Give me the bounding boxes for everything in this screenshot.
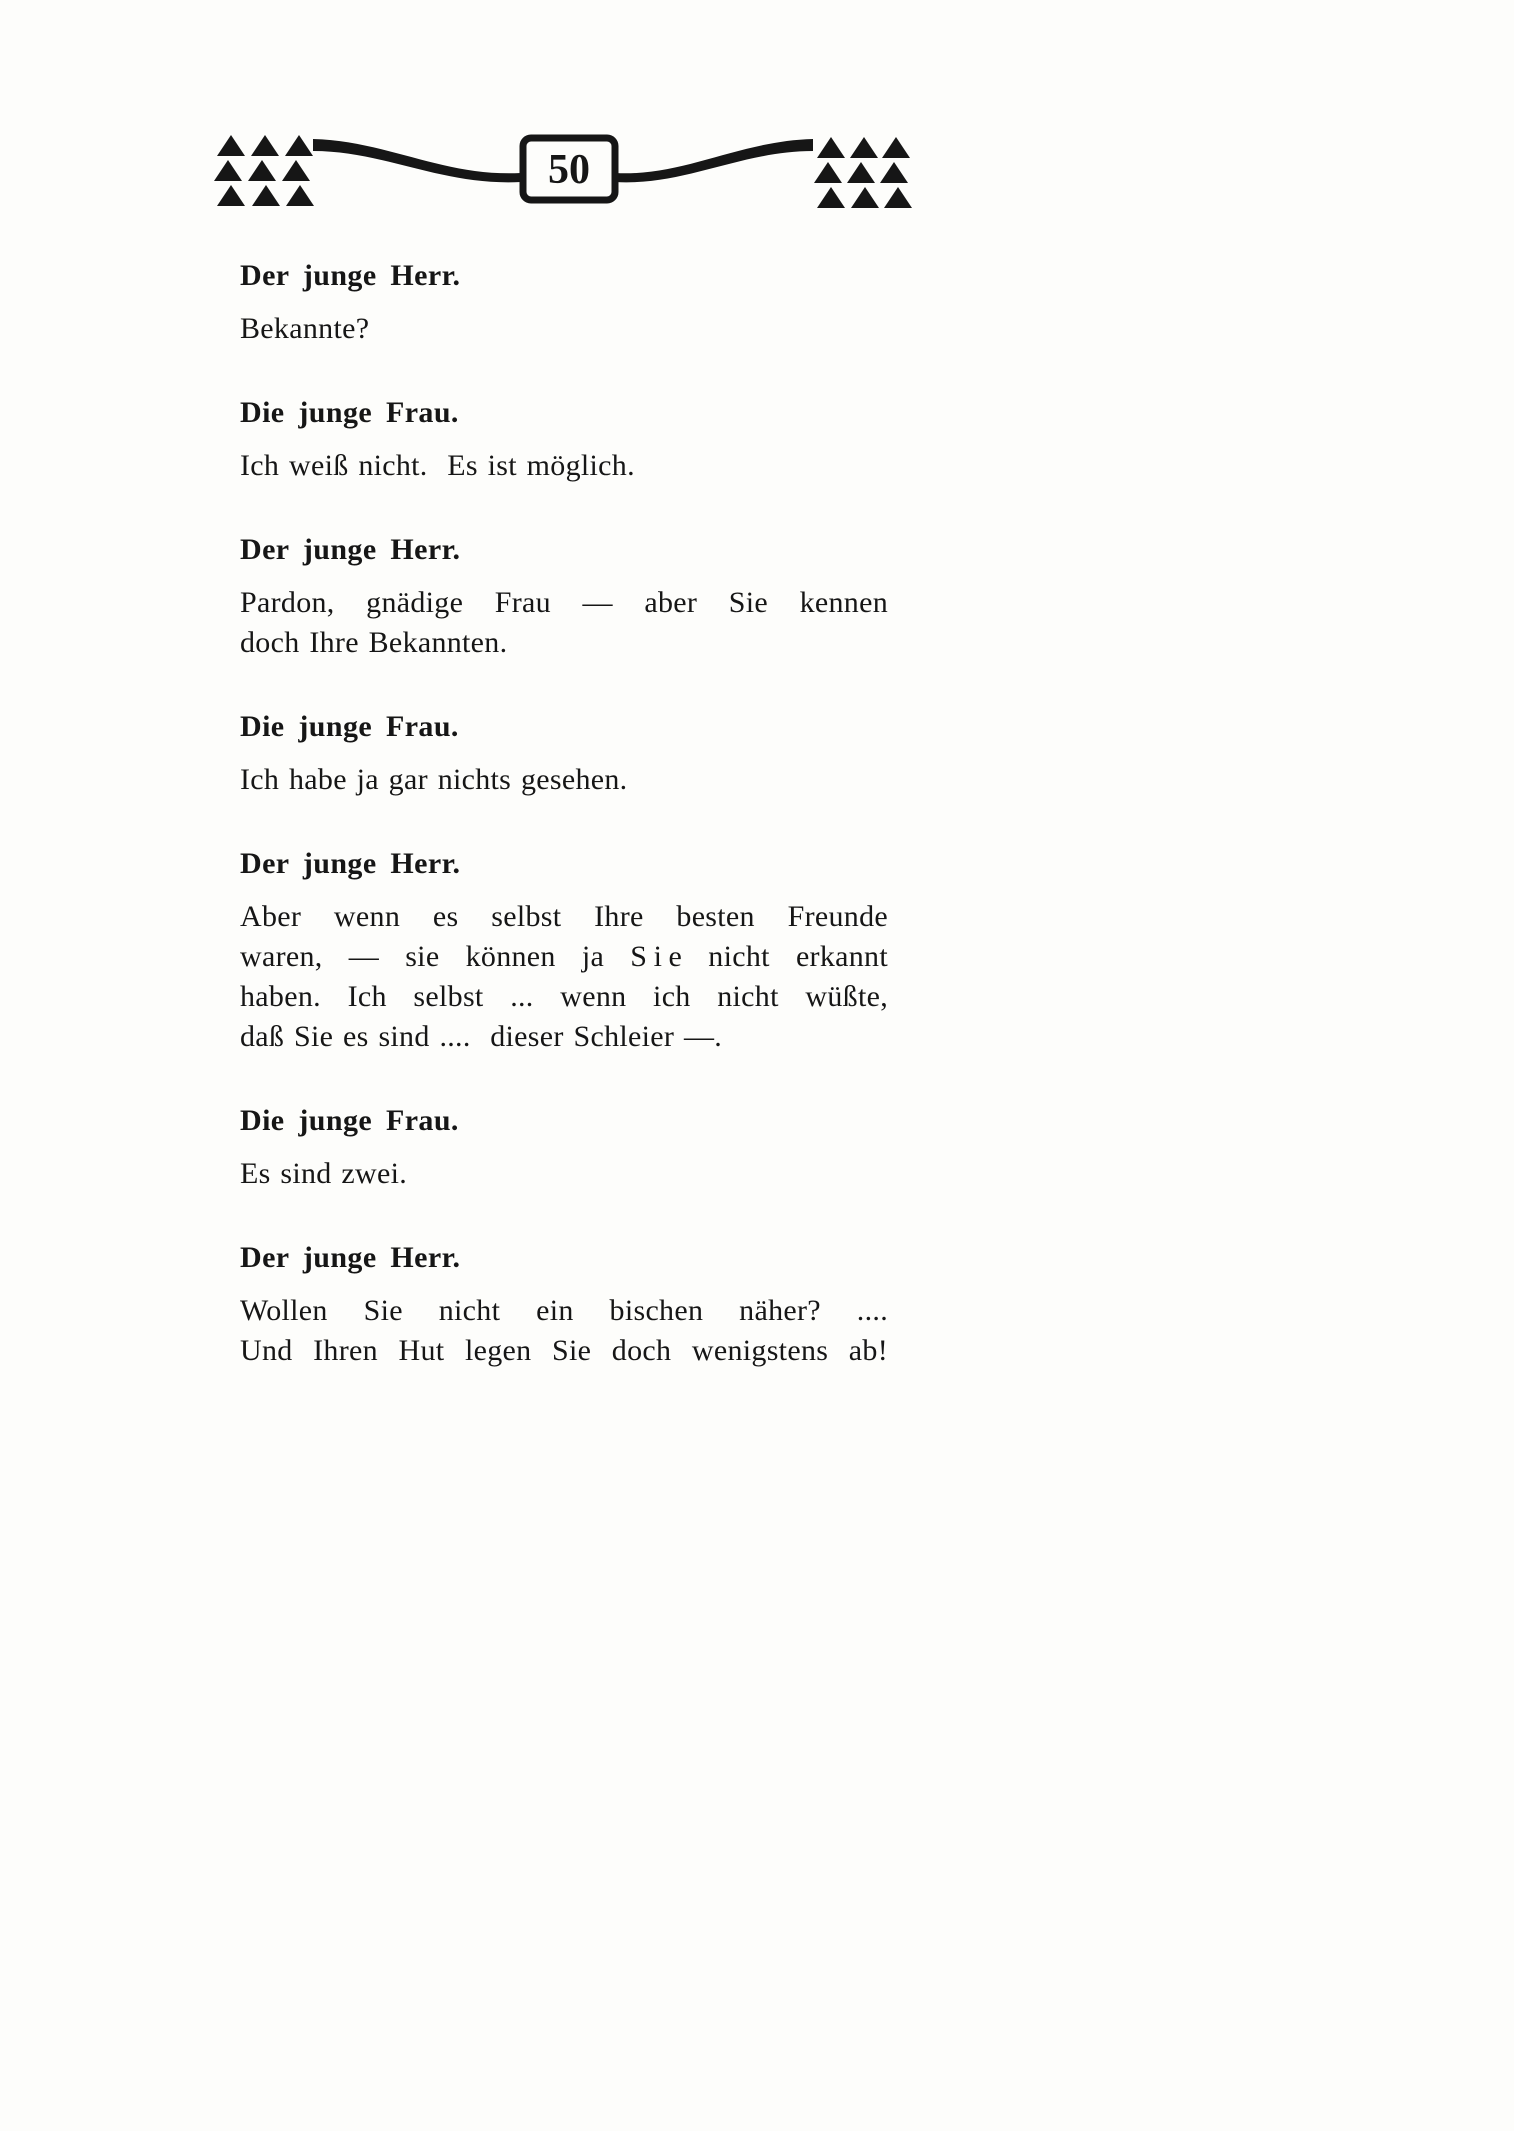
page-number: 50 [548,147,590,193]
triangle-ornament-right-icon [814,137,912,208]
dialogue-line: Und Ihren Hut legen Sie doch wenigstens ab! [240,1334,888,1367]
dialogue-line: Bekannte? [240,312,370,345]
speaker-name: Der junge Herr. [240,847,461,880]
dialogue-line: Aber wenn es selbst Ihre besten Freunde [240,900,888,933]
dialogue-line: Ich habe ja gar nichts gesehen. [240,763,628,796]
dialogue-line: daß Sie es sind .... dieser Schleier —. [240,1020,723,1053]
speaker-name: Die junge Frau. [240,710,459,743]
speaker-name: Der junge Herr. [240,259,461,292]
dialogue-line: haben. Ich selbst ... wenn ich nicht wüßte, [240,980,888,1013]
speaker-name: Die junge Frau. [240,396,459,429]
speech [240,1101,888,1194]
speech [240,393,888,486]
speech [240,256,888,349]
speech [240,707,888,800]
speaker-name: Der junge Herr. [240,1241,461,1274]
speech [240,1238,888,1371]
dialogue-line: doch Ihre Bekannten. [240,626,508,659]
dialogue-line: Wollen Sie nicht ein bischen näher? .... [240,1294,888,1327]
speaker-name: Der junge Herr. [240,533,461,566]
dialogue-line: waren, — sie können ja S i e nicht erkannt [240,940,888,973]
page-header-ornament [213,133,913,213]
triangle-ornament-left-icon [214,135,314,206]
speech [240,844,888,1057]
speech [240,530,888,663]
dialogue-line: Pardon, gnädige Frau — aber Sie kennen [240,586,888,619]
dialogue-line: Ich weiß nicht. Es ist möglich. [240,449,635,482]
right-flourish-line [615,139,813,182]
speaker-name: Die junge Frau. [240,1104,459,1137]
dialogue-line: Es sind zwei. [240,1157,408,1190]
ornament-graphic [213,133,913,213]
dialogue-text [240,256,888,1371]
left-flourish-line [313,139,521,182]
